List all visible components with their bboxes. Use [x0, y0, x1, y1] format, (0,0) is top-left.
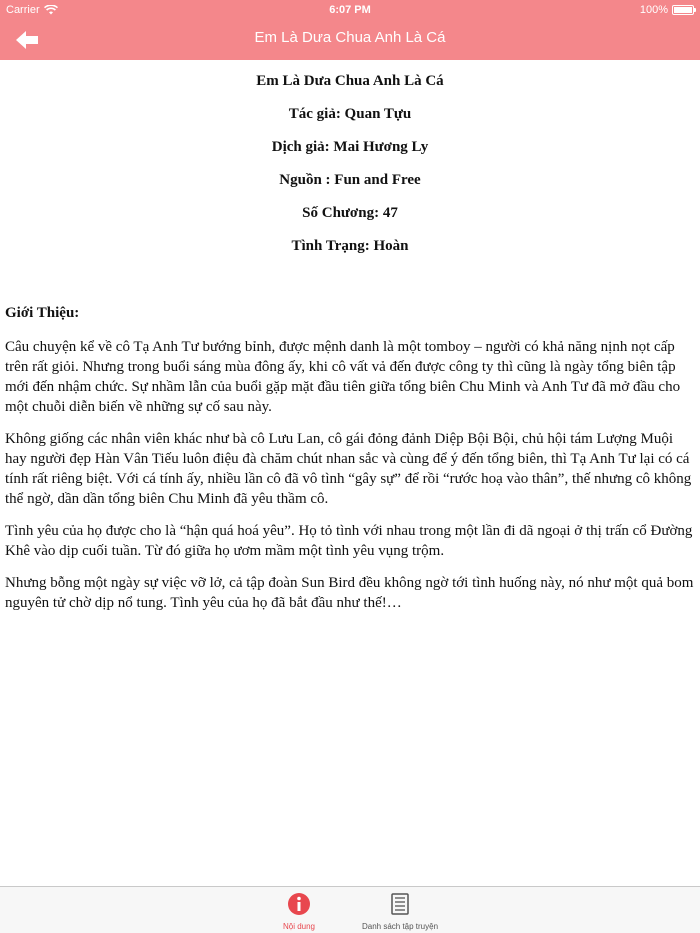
intro-heading: Giới Thiệu: — [5, 305, 80, 321]
tab-bar — [0, 886, 700, 933]
story-content[interactable] — [0, 60, 700, 886]
status-bar — [0, 0, 700, 20]
tab-content-label: Nội dung — [282, 922, 316, 931]
status-right — [640, 4, 694, 16]
story-source: Nguồn : Fun and Free — [279, 172, 421, 188]
battery-percent: 100% — [639, 4, 668, 16]
story-meta — [0, 60, 700, 265]
intro-paragraph: Câu chuyện kể về cô Tạ Anh Tư bướng bỉnh, được mệnh danh là một tomboy – người có khả năng nịnh nọt cấp trên rất giỏi. Nhưng trong buổi sáng mùa đông ấy, khi cô vất vả đến được công ty thì cũng là ngày tổng biên tập mới đến nhậm chức. Sự nhầm lẫn của buổi gặp mặt đầu tiên giữa tổng biên Chu Minh và Anh Tư đã mở đầu cho một chuỗi diễn biến về những sự cố sau này. — [5, 339, 681, 415]
story-status: Tình Trạng: Hoàn — [291, 238, 409, 254]
carrier-label: Carrier — [6, 4, 40, 16]
list-icon — [388, 892, 412, 916]
tab-content[interactable] — [249, 887, 349, 933]
tab-chapter-list[interactable] — [350, 887, 450, 933]
tab-chapter-list-label: Danh sách tập truyện — [361, 922, 439, 931]
story-translator: Dịch giả: Mai Hương Ly — [271, 139, 429, 155]
intro-paragraph: Nhưng bỗng một ngày sự việc vỡ lở, cả tập đoàn Sun Bird đều không ngờ tới tình huống này, nó như một quả bom nguyên tử chờ dịp nổ tung. Tình yêu của họ đã bắt đầu như thế!… — [5, 575, 694, 611]
arrow-left-icon — [14, 28, 44, 52]
nav-title: Em Là Dưa Chua Anh Là Cá — [254, 29, 446, 46]
status-time: 6:07 PM — [329, 4, 371, 16]
info-icon — [287, 892, 311, 916]
intro-paragraph: Tình yêu của họ được cho là “hận quá hoá yêu”. Họ tỏ tình với nhau trong một lần đi dã ngoại ở thị trấn cổ Đường Khê vào dịp cuối tuần. Từ đó giữa họ ươm mầm một tình yêu vụng trộm. — [5, 523, 693, 559]
top-bar — [0, 0, 700, 60]
battery-icon — [672, 5, 694, 15]
story-author: Tác giả: Quan Tựu — [288, 106, 412, 122]
navigation-bar — [0, 20, 700, 60]
story-intro — [0, 303, 700, 613]
story-chapter-count: Số Chương: 47 — [302, 205, 398, 221]
intro-paragraph: Không giống các nhân viên khác như bà cô Lưu Lan, cô gái đỏng đảnh Diệp Bội Bội, chủ hội tám Lượng Muội hay người đẹp Hàn Vân Tiếu luôn điệu đà chăm chút nhan sắc và cùng để ý đến tổng biên, thì Tạ Anh Tư lại có cá tính rất riêng biệt. Với cá tính ấy, nhiều lần cô đã vô tình “gây sự” để rồi “rước hoạ vào thân”, thế nhưng cô không thể ngờ, dần dần tổng biên Chu Minh đã yêu thầm cô. — [5, 431, 692, 507]
back-button[interactable] — [14, 28, 44, 52]
story-title: Em Là Dưa Chua Anh Là Cá — [256, 73, 444, 89]
